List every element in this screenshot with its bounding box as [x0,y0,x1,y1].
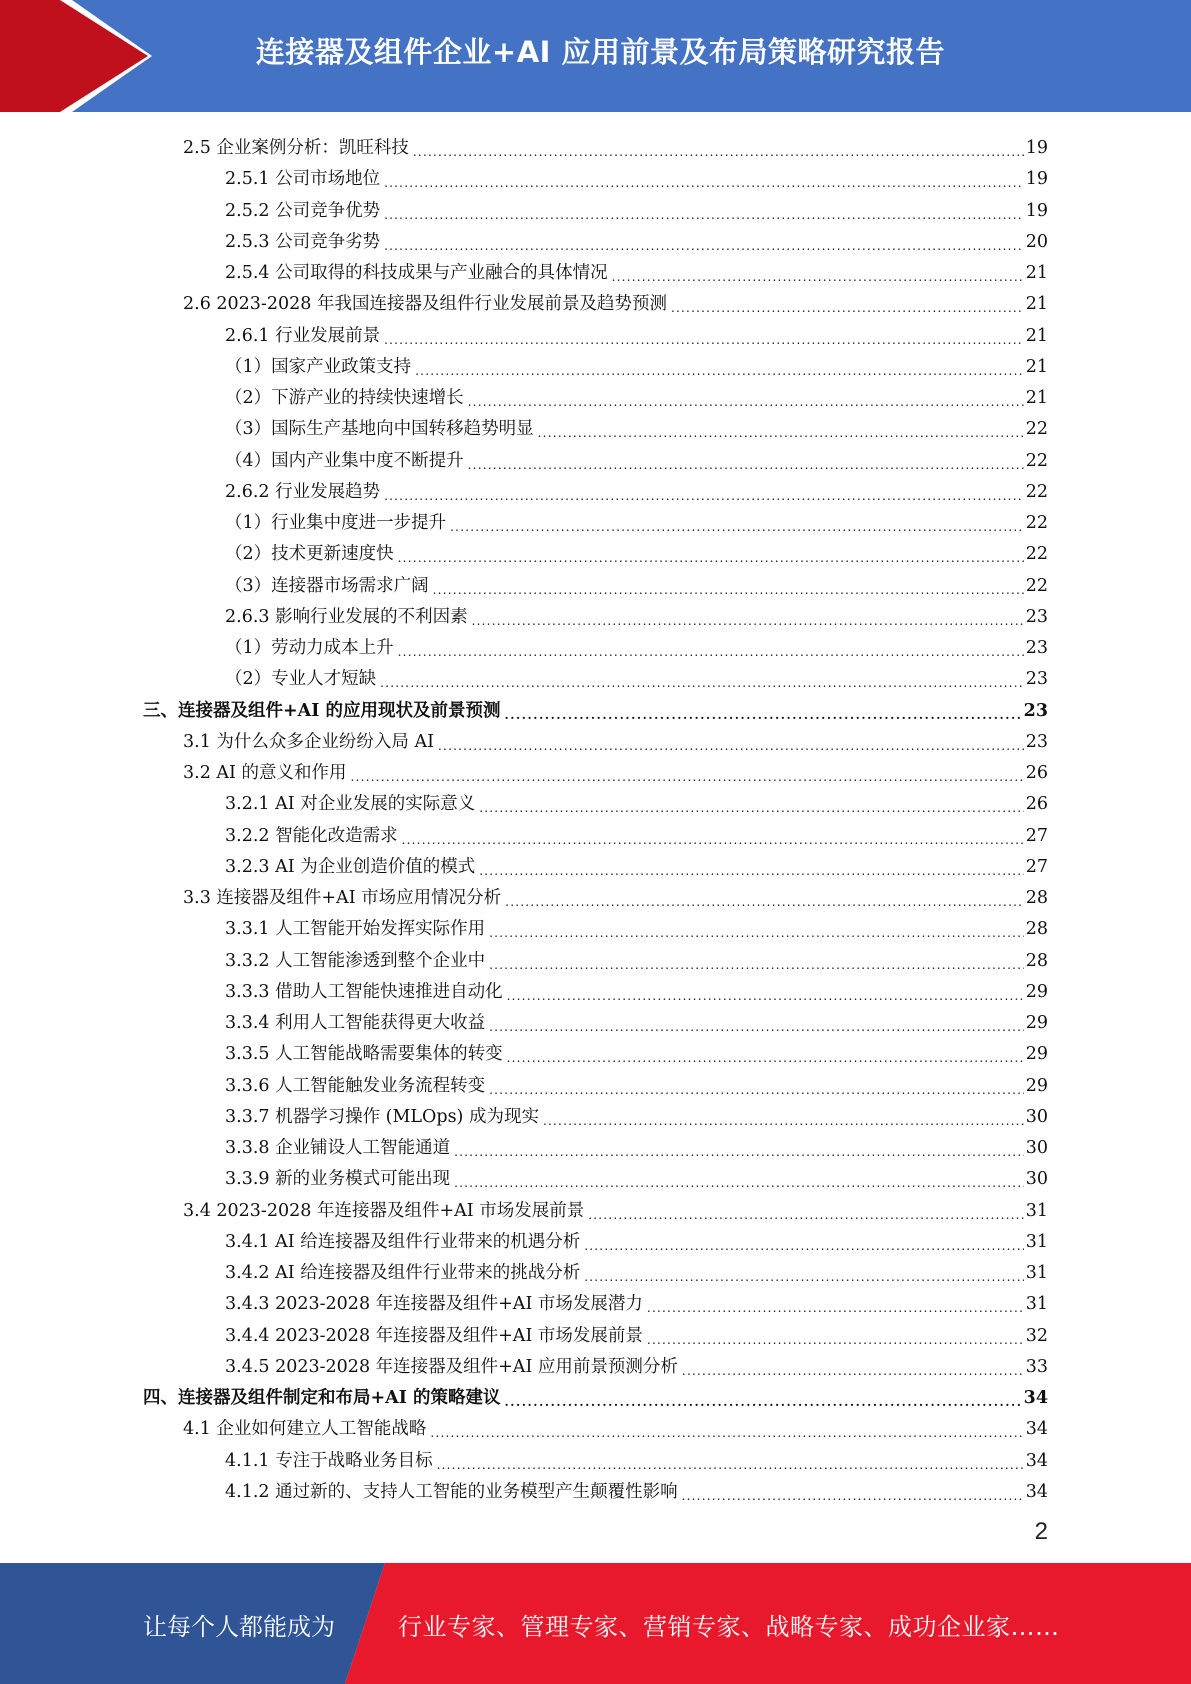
toc-entry-page: 34 [1025,1481,1048,1502]
toc-entry-title: （1）国家产业政策支持 [225,356,412,377]
toc-entry[interactable] [225,816,1048,847]
toc-entry[interactable] [225,1347,1048,1378]
toc-dot-leader [671,293,1024,315]
toc-entry-page: 29 [1025,1075,1048,1096]
toc-dot-leader [454,1168,1024,1190]
toc-entry-page: 28 [1025,950,1048,971]
toc-entry-page: 19 [1025,138,1048,158]
toc-entry-page: 19 [1025,169,1048,190]
toc-entry-page: 22 [1025,513,1048,533]
toc-entry[interactable] [225,909,1048,940]
toc-dot-leader [479,793,1024,815]
toc-dot-leader [384,231,1024,253]
toc-entry-title: 3.3.5 人工智能战略需要集体的转变 [225,1044,503,1065]
toc-entry-title: 3.2.2 智能化改造需求 [225,825,398,846]
toc-entry[interactable] [225,409,1048,440]
toc-dot-leader [505,887,1024,909]
toc-entry-page: 22 [1025,544,1048,565]
toc-entry-title: 四、连接器及组件制定和布局+AI 的策略建议 [143,1388,501,1408]
toc-entry[interactable] [225,566,1048,597]
toc-entry-page: 34 [1025,1450,1048,1471]
toc-entry[interactable] [225,597,1048,628]
toc-dot-leader [450,512,1024,534]
footer-slogan-left: 让每个人都能成为 [143,1613,335,1641]
toc-entry[interactable] [225,1316,1048,1347]
toc-dot-leader [538,418,1024,440]
toc-entry-title: （3）连接器市场需求广阔 [225,575,429,596]
toc-entry-title: （1）劳动力成本上升 [225,638,394,658]
toc-entry-page: 34 [1025,1419,1048,1440]
toc-dot-leader [507,981,1024,1003]
toc-entry-page: 27 [1025,856,1048,877]
toc-entry-title: （1）行业集中度进一步提升 [225,513,447,533]
toc-entry-page: 31 [1025,1294,1048,1315]
toc-entry[interactable] [225,1003,1048,1034]
toc-entry-title: 2.6.2 行业发展趋势 [225,481,381,502]
toc-entry-page: 23 [1025,731,1048,752]
toc-entry-page: 22 [1025,419,1048,440]
toc-dot-leader [454,1137,1024,1159]
toc-entry[interactable] [183,128,1048,159]
toc-entry-title: 3.2.3 AI 为企业创造价值的模式 [225,856,476,877]
toc-entry[interactable] [225,441,1048,472]
toc-dot-leader [438,731,1024,753]
toc-dot-leader [468,450,1024,472]
toc-dot-leader [647,1325,1024,1347]
toc-entry[interactable] [225,222,1048,253]
toc-entry[interactable] [225,1034,1048,1065]
toc-entry-title: （2）下游产业的持续快速增长 [225,388,464,408]
toc-entry-title: 3.1 为什么众多企业纷纷入局 AI [183,731,435,752]
toc-entry[interactable] [225,972,1048,1003]
toc-entry[interactable] [225,159,1048,190]
toc-entry-title: 3.3.3 借助人工智能快速推进自动化 [225,981,503,1002]
toc-entry-page: 26 [1025,763,1048,783]
toc-dot-leader [468,387,1024,409]
toc-dot-leader [413,137,1024,159]
toc-dot-leader [384,168,1024,190]
toc-entry-page: 22 [1025,481,1048,502]
toc-dot-leader [682,1356,1024,1378]
toc-entry[interactable] [183,753,1048,784]
toc-dot-leader [489,918,1024,940]
toc-entry[interactable] [225,378,1048,409]
toc-entry-title: 2.5.2 公司竞争优势 [225,200,381,221]
toc-entry-title: 3.3.6 人工智能触发业务流程转变 [225,1075,486,1096]
toc-entry-title: 3.3 连接器及组件+AI 市场应用情况分析 [183,888,502,908]
toc-entry[interactable] [183,878,1048,909]
toc-dot-leader [543,1106,1024,1128]
toc-entry-title: （4）国内产业集中度不断提升 [225,450,464,471]
toc-dot-leader [351,762,1024,784]
toc-dot-leader [584,1231,1024,1253]
toc-entry-title: 4.1 企业如何建立人工智能战略 [183,1419,427,1440]
toc-entry-page: 29 [1025,981,1048,1002]
toc-entry-page: 28 [1025,919,1048,940]
toc-dot-leader [682,1481,1024,1503]
toc-entry[interactable] [143,691,1048,722]
toc-dot-leader [489,950,1024,972]
toc-entry-title: 3.3.4 利用人工智能获得更大收益 [225,1013,486,1033]
toc-entry-title: 2.6 2023-2028 年我国连接器及组件行业发展前景及趋势预测 [183,294,667,315]
toc-entry-page: 34 [1023,1388,1048,1408]
toc-entry-title: （3）国际生产基地向中国转移趋势明显 [225,419,534,440]
toc-entry[interactable] [225,316,1048,347]
toc-entry[interactable] [225,253,1048,284]
toc-entry-page: 29 [1025,1044,1048,1065]
toc-dot-leader [489,1075,1024,1097]
toc-entry[interactable] [225,347,1048,378]
toc-dot-leader [402,825,1024,847]
toc-entry-page: 27 [1025,825,1048,846]
toc-entry[interactable] [225,1472,1048,1503]
toc-entry-page: 20 [1025,231,1048,252]
toc-entry-title: 2.5.1 公司市场地位 [225,169,381,190]
toc-entry[interactable] [225,191,1048,222]
toc-entry-page: 33 [1025,1356,1048,1377]
toc-entry-page: 31 [1025,1231,1048,1252]
toc-dot-leader [433,575,1024,597]
toc-entry[interactable] [183,722,1048,753]
footer-slogan-right: 行业专家、管理专家、营销专家、战略专家、成功企业家…… [398,1613,1060,1641]
toc-entry-title: 2.5.3 公司竞争劣势 [225,231,381,252]
toc-entry-page: 22 [1025,575,1048,596]
page-number: 2 [1034,1518,1048,1545]
toc-entry[interactable] [225,1159,1048,1190]
toc-dot-leader [505,700,1022,722]
toc-entry-page: 19 [1025,200,1048,221]
toc-entry-title: 3.2 AI 的意义和作用 [183,763,347,783]
toc-entry-title: 3.3.7 机器学习操作 (MLOps) 成为现实 [225,1106,539,1127]
toc-entry-page: 21 [1025,388,1048,408]
toc-entry[interactable] [225,1066,1048,1097]
toc-entry-title: 3.3.1 人工智能开始发挥实际作用 [225,919,486,940]
toc-entry[interactable] [183,284,1048,315]
toc-dot-leader [430,1418,1023,1440]
toc-entry[interactable] [225,659,1048,690]
toc-entry-page: 21 [1025,294,1048,315]
toc-entry-title: 2.6.3 影响行业发展的不利因素 [225,606,468,627]
toc-dot-leader [380,668,1024,690]
toc-entry-title: 3.4.5 2023-2028 年连接器及组件+AI 应用前景预测分析 [225,1356,678,1377]
toc-entry-page: 28 [1025,888,1048,908]
toc-entry[interactable] [225,1222,1048,1253]
toc-entry-page: 32 [1025,1325,1048,1346]
toc-dot-leader [612,262,1024,284]
toc-entry-page: 30 [1025,1138,1048,1158]
toc-entry-page: 21 [1025,263,1048,283]
toc-entry-title: 4.1.2 通过新的、支持人工智能的业务模型产生颠覆性影响 [225,1481,678,1502]
toc-entry[interactable] [225,784,1048,815]
toc-entry[interactable] [225,1097,1048,1128]
toc-entry-title: 4.1.1 专注于战略业务目标 [225,1450,433,1471]
toc-entry-title: 三、连接器及组件+AI 的应用现状及前景预测 [143,700,501,721]
toc-entry-title: 2.5.4 公司取得的科技成果与产业融合的具体情况 [225,263,608,283]
toc-entry-title: 3.4.3 2023-2028 年连接器及组件+AI 市场发展潜力 [225,1294,643,1315]
toc-dot-leader [489,1012,1024,1034]
toc-entry[interactable] [143,1378,1048,1409]
toc-entry-title: 3.4.4 2023-2028 年连接器及组件+AI 市场发展前景 [225,1325,643,1346]
toc-entry[interactable] [225,628,1048,659]
toc-entry-title: （2）专业人才短缺 [225,669,377,690]
toc-dot-leader [437,1450,1024,1472]
toc-entry[interactable] [225,472,1048,503]
toc-entry[interactable] [183,1409,1048,1440]
toc-dot-leader [584,1262,1024,1284]
toc-dot-leader [398,637,1024,659]
toc-entry-page: 22 [1025,450,1048,471]
toc-dot-leader [647,1293,1024,1315]
toc-entry-page: 21 [1025,356,1048,377]
toc-entry-page: 21 [1025,325,1048,346]
toc-dot-leader [384,200,1024,222]
toc-entry-page: 29 [1025,1013,1048,1033]
toc-entry[interactable] [225,941,1048,972]
toc-entry-page: 30 [1025,1106,1048,1127]
toc-entry-page: 31 [1025,1263,1048,1283]
toc-entry[interactable] [225,1284,1048,1315]
toc-entry[interactable] [225,1253,1048,1284]
toc-entry-title: 2.5 企业案例分析：凯旺科技 [183,138,409,158]
toc-dot-leader [415,356,1024,378]
toc-dot-leader [384,325,1024,347]
toc-entry[interactable] [225,1441,1048,1472]
toc-entry-page: 23 [1025,638,1048,658]
toc-entry-page: 30 [1025,1169,1048,1190]
header-band [0,0,1191,112]
toc-entry[interactable] [225,534,1048,565]
toc-entry[interactable] [225,503,1048,534]
toc-entry-title: 3.4.1 AI 给连接器及组件行业带来的机遇分析 [225,1231,581,1252]
toc-entry-title: 3.3.9 新的业务模式可能出现 [225,1169,451,1190]
toc-entry-page: 23 [1025,669,1048,690]
toc-dot-leader [398,543,1024,565]
toc-entry-page: 23 [1025,606,1048,627]
toc-entry-title: 3.4.2 AI 给连接器及组件行业带来的挑战分析 [225,1263,581,1283]
report-title: 连接器及组件企业+AI 应用前景及布局策略研究报告 [255,34,946,69]
toc-entry-title: 3.4 2023-2028 年连接器及组件+AI 市场发展前景 [183,1200,585,1221]
toc-dot-leader [479,856,1024,878]
toc-entry[interactable] [183,1191,1048,1222]
toc-entry-title: 3.3.2 人工智能渗透到整个企业中 [225,950,486,971]
toc-dot-leader [384,481,1024,503]
toc-dot-leader [505,1387,1022,1409]
toc-entry-page: 31 [1025,1200,1048,1221]
toc-entry-title: 3.2.1 AI 对企业发展的实际意义 [225,794,476,815]
toc-entry[interactable] [225,1128,1048,1159]
toc-dot-leader [507,1043,1024,1065]
toc-entry-title: （2）技术更新速度快 [225,544,394,565]
toc-dot-leader [588,1200,1024,1222]
toc-entry-title: 3.3.8 企业铺设人工智能通道 [225,1138,451,1158]
toc-entry[interactable] [225,847,1048,878]
toc-entry-title: 2.6.1 行业发展前景 [225,325,381,346]
toc-dot-leader [472,606,1024,628]
toc-entry-page: 26 [1025,794,1048,815]
toc-entry-page: 23 [1023,700,1048,721]
